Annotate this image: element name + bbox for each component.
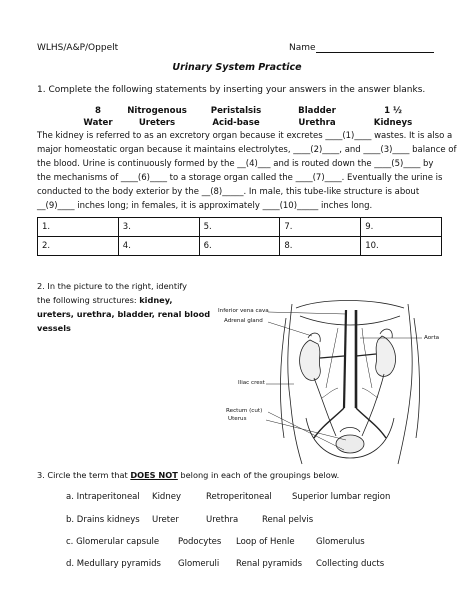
- paragraph-line: the blood. Urine is continuously formed by the __(4)___ and is routed down the ____(5)____ by: [37, 159, 434, 169]
- q2-prompt: [37, 279, 210, 335]
- answer-cell[interactable]: 6.: [199, 237, 280, 256]
- q3-term[interactable]: Ureter: [152, 515, 179, 525]
- word-bank-term: Bladder: [298, 106, 336, 116]
- q1-paragraph: [37, 129, 457, 213]
- answer-row: [38, 218, 442, 237]
- word-bank-term: Water: [83, 118, 113, 128]
- word-bank-term: Kidneys: [373, 118, 413, 128]
- label-rectum: Rectum (cut): [226, 408, 263, 414]
- q1-prompt: 1. Complete the following statements by inserting your answers in the answer blanks.: [37, 85, 426, 95]
- answer-cell[interactable]: 8.: [280, 237, 361, 256]
- q3-term[interactable]: Collecting ducts: [316, 559, 385, 569]
- word-bank-term: 8: [95, 106, 101, 116]
- q2-line-text: the following structures:: [37, 295, 140, 305]
- word-bank-term: 1 ½: [384, 106, 402, 116]
- label-aorta: Aorta: [424, 335, 440, 341]
- answer-row: [38, 237, 442, 256]
- q3-term[interactable]: c. Glomerular capsule: [66, 537, 160, 547]
- answer-cell[interactable]: 1.: [38, 218, 119, 237]
- word-bank: [78, 105, 428, 129]
- class-code: WLHS/A&P/Oppelt: [37, 43, 119, 53]
- q3-term[interactable]: d. Medullary pyramids: [66, 559, 161, 569]
- word-bank-term: Nitrogenous: [127, 106, 187, 116]
- answer-cell[interactable]: 10.: [361, 237, 442, 256]
- word-bank-row: [78, 105, 428, 117]
- q2-structure-list: ureters, urethra, bladder, renal blood: [37, 309, 211, 319]
- word-bank-term: Ureters: [138, 118, 176, 128]
- label-iliac-crest: Iliac crest: [238, 380, 265, 386]
- answer-cell[interactable]: 9.: [361, 218, 442, 237]
- answer-cell[interactable]: 3.: [118, 218, 199, 237]
- q3-term[interactable]: Kidney: [152, 492, 181, 502]
- word-bank-term: Acid-base: [212, 118, 260, 128]
- q3-emphasis: DOES NOT: [130, 470, 178, 480]
- paragraph-line: conducted to the body exterior by the __(8)_____. In male, this tube-like structure is about: [37, 187, 420, 197]
- answer-table: [37, 217, 442, 256]
- q3-term[interactable]: Superior lumbar region: [292, 492, 391, 502]
- q2-structure-list: vessels: [37, 323, 71, 333]
- q3-term[interactable]: Urethra: [206, 515, 239, 525]
- q3-term[interactable]: Retroperitoneal: [206, 492, 272, 502]
- label-adrenal-gland: Adrenal gland: [224, 318, 263, 324]
- word-bank-term: Peristalsis: [210, 106, 262, 116]
- word-bank-row: [78, 117, 428, 129]
- q2-line: 2. In the picture to the right, identify: [37, 281, 187, 291]
- q3-term[interactable]: a. Intraperitoneal: [66, 492, 140, 502]
- answer-cell[interactable]: 5.: [199, 218, 280, 237]
- paragraph-line: major homeostatic organ because it maintains electrolytes, ____(2)____, and ____(3)____ balance of: [37, 145, 457, 155]
- paragraph-line: The kidney is referred to as an excretory organ because it excretes ____(1)____ wastes. It is also a: [37, 131, 453, 141]
- page-title: Urinary System Practice: [172, 62, 302, 73]
- label-uterus: Uterus: [228, 416, 247, 422]
- q3-term[interactable]: Glomeruli: [178, 559, 220, 569]
- answer-cell[interactable]: 2.: [38, 237, 119, 256]
- q3-term[interactable]: Renal pelvis: [262, 515, 314, 525]
- q2-structure-term: kidney,: [139, 295, 173, 305]
- paragraph-line: __(9)____ inches long; in females, it is approximately ____(10)_____ inches long.: [37, 201, 373, 211]
- answer-cell[interactable]: 4.: [118, 237, 199, 256]
- paragraph-line: the mechanisms of ____(6)____ to a storage organ called the ____(7)____. Eventually the urine is: [37, 173, 443, 183]
- q3-term[interactable]: Loop of Henle: [236, 537, 295, 547]
- q3-prompt: [37, 470, 339, 481]
- q3-term[interactable]: Glomerulus: [316, 537, 365, 547]
- name-label: Name: [289, 43, 316, 53]
- label-inferior-vena-cava: Inferior vena cava: [218, 308, 269, 314]
- q2-line: [37, 293, 210, 307]
- name-field[interactable]: [316, 52, 434, 53]
- answer-cell[interactable]: 7.: [280, 218, 361, 237]
- word-bank-term: Urethra: [298, 118, 336, 128]
- q3-prompt-text: 3. Circle the term that: [37, 470, 131, 480]
- q3-prompt-text: belong in each of the groupings below.: [177, 470, 340, 480]
- q3-term[interactable]: Podocytes: [178, 537, 222, 547]
- q3-term[interactable]: b. Drains kidneys: [66, 515, 140, 525]
- q3-term[interactable]: Renal pyramids: [236, 559, 303, 569]
